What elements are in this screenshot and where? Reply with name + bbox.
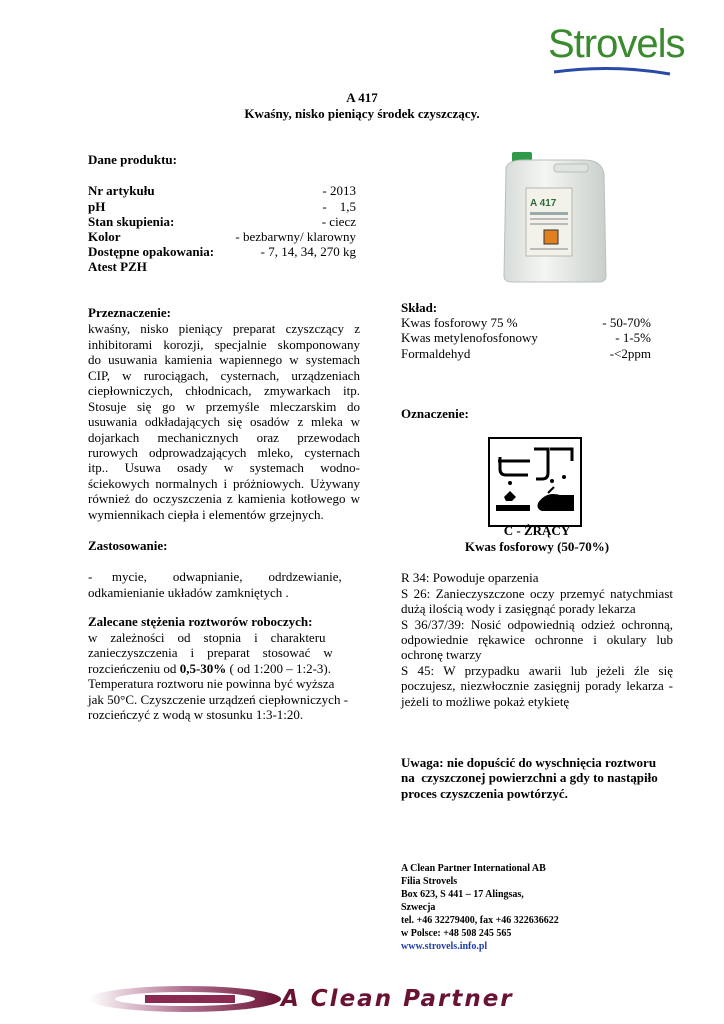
purpose-line: również do oczyszczenia z kamienia kotłowego w (88, 491, 360, 506)
purpose-line: ciepłowniczych, chłodnicach, zmywarkach itp. (88, 383, 360, 398)
composition-pct: - 50-70% (602, 315, 651, 330)
safety-phrase: dużą ilością wody i zasięgnąć porady lekarza (401, 601, 636, 616)
composition-item (401, 346, 651, 362)
concentration-line: jak 50°C. Czyszczenie urządzeń ciepłowniczych - (88, 692, 349, 707)
row-value: - 1,5 (322, 199, 356, 214)
composition-name: Kwas fosforowy 75 % (401, 315, 518, 330)
concentration-line: zanieczyszczenia i preparat stosować w (88, 645, 333, 660)
hazard-substance: Kwas fosforowy (50-70%) (464, 539, 610, 554)
purpose-line: kwaśny, nisko pieniący preparat czyszczący z (88, 321, 360, 336)
row-label: Stan skupienia: (88, 214, 175, 229)
row-label: Nr artykułu (88, 183, 155, 198)
purpose-line: itp.. Usuwa osady w systemach wodno- (88, 460, 360, 475)
usage-heading: Zastosowanie: (88, 538, 168, 553)
row-label: Dostępne opakowania: (88, 244, 215, 259)
composition-item (401, 315, 651, 331)
company-branch: Filia Strovels (401, 876, 458, 887)
product-data-heading: Dane produktu: (88, 152, 177, 167)
company-name: A Clean Partner International AB (401, 863, 546, 874)
row-value: - 7, 14, 34, 270 kg (260, 244, 356, 259)
warning-line: proces czyszczenia powtórzyć. (401, 786, 568, 801)
purpose-line: CIP, w rurociągach, cysternach, urządzeniach (88, 368, 360, 383)
usage-line: - mycie, odwapnianie, odrdzewianie, (88, 569, 342, 584)
composition-pct: - 1-5% (615, 330, 651, 345)
purpose-line: dojarkach mechanicznych oraz przewodach (88, 430, 360, 445)
composition-heading: Skład: (401, 300, 438, 315)
purpose-line: rurowych odprowadzających mleko, cysternach (88, 445, 360, 460)
corrosive-hazard-icon (488, 437, 582, 527)
document-title (0, 90, 724, 122)
concentration-line: rozcieńczyć z wodą w stosunku 1:3-1:20. (88, 707, 304, 722)
logo-text: Strovels (548, 22, 685, 66)
company-address: Box 623, S 441 – 17 Alingsas, (401, 889, 524, 900)
product-row-state (88, 214, 356, 230)
product-row-color (88, 229, 356, 245)
logo-swoosh-icon (552, 66, 672, 78)
composition-name: Kwas metylenofosfonowy (401, 330, 538, 345)
safety-phrase: odpowiednie rękawice ochronne i okulary lub (401, 632, 673, 647)
canister-label: A 417 (530, 198, 557, 209)
row-label: pH (88, 199, 106, 214)
composition-pct: -<2ppm (609, 346, 651, 361)
product-row-packaging (88, 244, 356, 260)
hazard-name: C - ŻRĄCY (503, 523, 571, 538)
concentration-line (88, 661, 331, 677)
product-subtitle: Kwaśny, nisko pieniący środek czyszczący. (244, 106, 480, 121)
safety-phrase: poczujesz, niezwłocznie zasięgnij porady lekarza - (401, 678, 673, 693)
safety-phrase: S 36/37/39: Nosić odpowiednią odzież ochronną, (401, 617, 673, 632)
purpose-line: Stosuje się go w przemyśle mleczarskim do (88, 399, 360, 414)
product-row-certificate (88, 259, 356, 275)
row-value: - ciecz (321, 214, 356, 229)
purpose-line: usuwania odkładających się osadów z mleka w (88, 414, 360, 429)
purpose-line: ściekowych normalnych i próżniowych. Używany (88, 476, 360, 491)
safety-phrase: S 45: W przypadku awarii lub jeżeli źle się (401, 663, 673, 678)
canister-icon (494, 148, 616, 286)
banner-swoosh-icon (85, 983, 285, 1015)
concentration-range: 0,5-30% (179, 661, 227, 676)
company-country: Szwecja (401, 902, 436, 913)
usage-line: odkamienianie układów zamkniętych . (88, 585, 289, 600)
row-value: - bezbarwny/ klarowny (235, 229, 356, 244)
safety-phrase: S 26: Zanieczyszczone oczy przemyć natychmiast (401, 586, 673, 601)
concentration-line: Temperatura roztworu nie powinna być wyższa (88, 676, 335, 691)
concentration-text: ( od 1:200 – 1:2-3). (226, 661, 331, 676)
concentration-text: rozcieńczeniu od (88, 661, 180, 676)
product-code: A 417 (346, 90, 378, 105)
purpose-heading: Przeznaczenie: (88, 305, 172, 320)
marking-heading: Oznaczenie: (401, 406, 469, 421)
warning-line: na czyszczonej powierzchni a gdy to nastąpiło (401, 770, 658, 785)
purpose-line: inhibitorami korozji, specjalnie skomponowany (88, 337, 360, 352)
concentration-line: w zależności od stopnia i charakteru (88, 630, 326, 645)
company-phone: tel. +46 32279400, fax +46 322636622 (401, 915, 559, 926)
company-poland-phone: w Polsce: +48 508 245 565 (401, 928, 512, 939)
company-website-link[interactable]: www.strovels.info.pl (401, 941, 488, 952)
row-value: - 2013 (322, 183, 356, 198)
canister-image (494, 148, 616, 286)
composition-item (401, 330, 651, 346)
safety-phrase: ochronę twarzy (401, 647, 482, 662)
purpose-line: do usuwania kamienia wapiennego w systemach (88, 352, 360, 367)
concentration-heading: Zalecane stężenia roztworów roboczych: (88, 614, 313, 629)
safety-phrase: R 34: Powoduje oparzenia (401, 570, 539, 585)
product-row-ph (88, 199, 356, 215)
safety-phrase: jeżeli to możliwe pokaż etykietę (401, 694, 570, 709)
purpose-line: wymiennikach ciepła i elementów grzejnych. (88, 507, 324, 522)
banner-text: A Clean Partner (281, 986, 514, 1012)
composition-name: Formaldehyd (401, 346, 471, 361)
row-label: Kolor (88, 229, 121, 244)
product-row-article (88, 183, 356, 199)
strovels-logo (548, 22, 685, 78)
row-label: Atest PZH (88, 259, 147, 274)
footer-banner (85, 983, 665, 1015)
warning-line: Uwaga: nie dopuścić do wyschnięcia roztworu (401, 755, 657, 770)
